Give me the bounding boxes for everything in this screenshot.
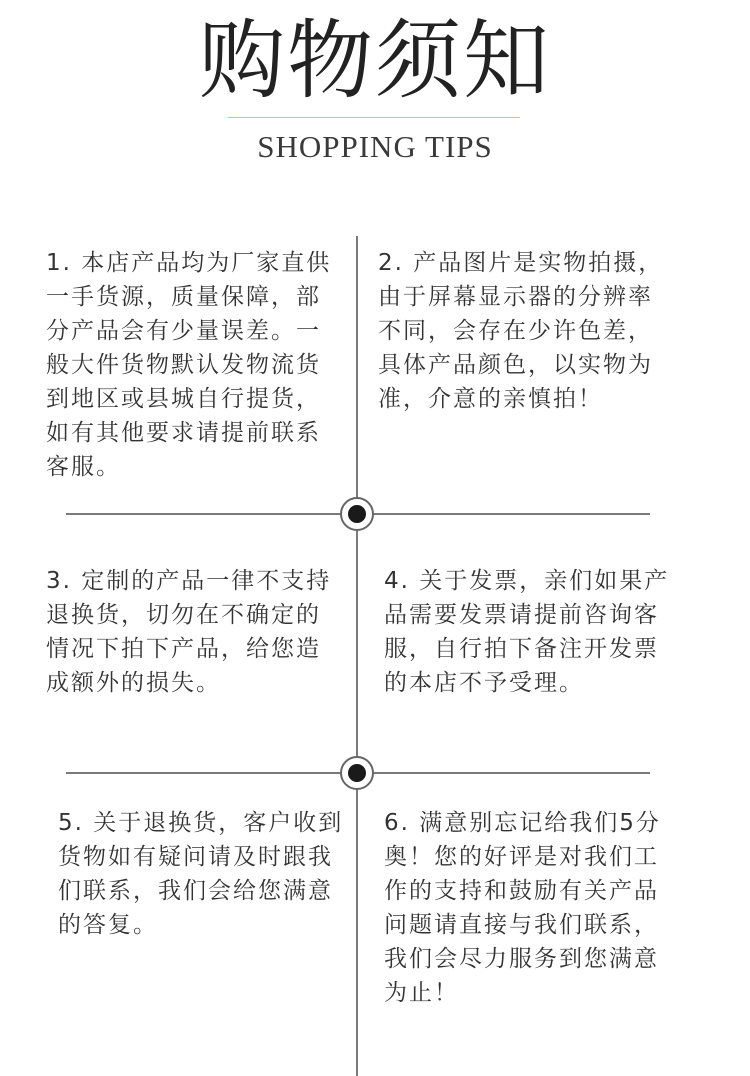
divider-node-1-icon bbox=[340, 497, 374, 531]
divider-node-2-icon bbox=[340, 756, 374, 790]
tip-6: 6. 满意别忘记给我们5分奥！您的好评是对我们工作的支持和鼓励有关产品问题请直接与我们联系，我们会尽力服务到您满意为止！ bbox=[384, 810, 661, 1006]
tip-5: 5. 关于退换货，客户收到货物如有疑问请及时跟我们联系，我们会给您满意的答复。 bbox=[58, 810, 344, 938]
page-title: 购物须知 bbox=[199, 11, 551, 111]
title-divider bbox=[228, 117, 520, 118]
page-subtitle: SHOPPING TIPS bbox=[257, 129, 493, 164]
tip-2: 2. 产品图片是实物拍摄，由于屏幕显示器的分辨率不同，会存在少许色差，具体产品颜色，以实物为准，介意的亲慎拍！ bbox=[378, 250, 664, 412]
tip-1: 1. 本店产品均为厂家直供一手货源，质量保障，部分产品会有少量误差。一般大件货物默认发物流货到地区或县城自行提货，如有其他要求请提前联系客服。 bbox=[46, 250, 332, 480]
tip-3: 3. 定制的产品一律不支持退换货，切勿在不确定的情况下拍下产品，给您造成额外的损失。 bbox=[46, 568, 332, 696]
tip-4: 4. 关于发票，亲们如果产品需要发票请提前咨询客服，自行拍下备注开发票的本店不予受理。 bbox=[384, 568, 670, 696]
vertical-divider bbox=[356, 236, 358, 1076]
